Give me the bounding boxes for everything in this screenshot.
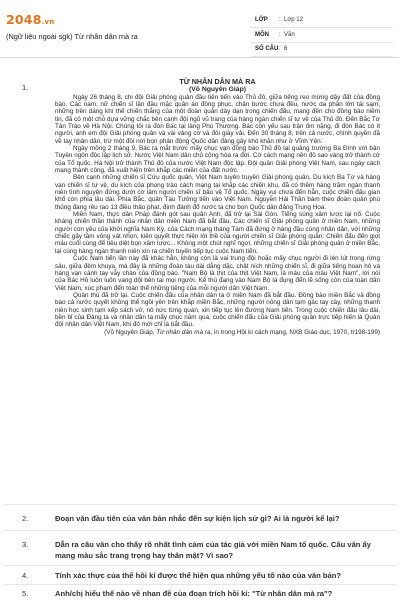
divider [4,565,396,566]
passage-paragraph: Quân thù đã trở lại. Cuộc chiến đấu của nhân dân ta ở miền Nam đã bắt đầu. Đồng bào miền Bắc và đồng bào cả nước quyết không thể ngồi yên trên khắp miền Bắc, những người nông dân tạm gác tay cày, những thanh niên học sinh tạm xếp sách vở, nô nức từng quán, xin tiếp tục lên đường Nam tiến. Trong cuộc chiến đấu lâu dài, bền bỉ của Đảng ta và nhân dân ta mấy chục năm qua, cuộc chiến đấu của Giải phóng quân trực tiếp hiến là Quân đội nhân dân Việt Nam, khi đó mới chỉ là bắt đầu. [55,291,380,329]
reading-passage [55,78,380,336]
meta-value: Văn [284,32,295,38]
meta-key: MÔN [255,32,269,38]
meta-key: LỚP [255,17,268,23]
source-suffix: , in trong Hồi kí cách mạng, NXB Giáo dục, 1970, tr198-199) [210,328,380,336]
divider [4,504,396,505]
logo-suffix: .vn [41,18,55,26]
question-number: 4. [22,571,29,580]
site-logo[interactable] [6,12,54,27]
meta-key: SỐ CÂU [255,46,279,52]
question-text: Tính xác thực của thể hồi kí được thể hiện qua những yếu tố nào của văn bản? [55,571,342,580]
meta-colon: : [279,46,281,52]
meta-row-subject [251,29,393,43]
question-number: 5. [22,589,29,598]
source-book-title: Từ nhân dân mà ra [156,328,211,336]
passage-paragraph: Ngày 26 tháng 8, chi đội Giải phóng quân đầu tiên tiến vào Thủ đô, giữa tiếng reo mừng dậy đất của đồng bào. Các nam, nữ chiến sĩ lần đầu mặc quân áo đồng phục, chân bước chưa đều, nước da phần lớn tái sạm, những trên dáng khí thế chiến thắng của một đoàn quân dày dạn trong chiến đấu, mang đến cho đồng bào niềm tin, đã có một chỗ dựa vững chắc bên cạnh đội ngũ vũ trang của hàng ngàn chiến sĩ tự vệ của Thủ đô. Đến Bắc Từ Tân Trào về Hà Nội. Chúng tôi ra đón Bác tại làng Phú Thượng. Bác còn yếu sau trận ốm nặng, đi đón Bác có ít người, anh em đội Giải phóng quân và vài vảng cờ và đôi giày vải. Đến 30 tháng 8, trên cả nước, chính quyền đã về tay nhân dân, trừ một đồi nơi bọn phản động Quốc dân đảng gây khó khăn như ở Vĩnh Yên. [55,93,380,145]
logo-text: 2048 [6,12,42,27]
passage-author: (Võ Nguyên Giáp) [188,86,247,93]
question-text: Đoạn văn đầu tiên của văn bản nhắc đến sự kiện lịch sử gì? Ai là người kể lại? [55,514,340,523]
question-number: 1. [22,83,29,92]
passage-paragraph: Ngày mồng 2 tháng 9, Bác ra mắt trước mấy chục vạn đồng bào Thủ đô tại quảng trường Ba Đình với bản Tuyên ngôn độc lập lịch sử. Nước Việt Nam dân chủ cộng hòa ra đời. Cờ cách mạng nền đỏ sao vàng trở thành cờ của Tổ quốc. Hà Nội trở thành Thủ đô của nước Việt Nam độc lập. Đội quân Giải phóng Việt Nam, sau ngày cách mạng thành công, đã xuất hiện trên khắp các miền của đất nước. [55,145,380,175]
passage-paragraph: Cuộc Nam tiến lần này đã khác hẳn, không còn là vai trung đội hoặc mấy chục người đi lén lút trong rừng sâu, giữa đêm khuya, mà đây là những đoàn tàu dài dằng dặc, chật ních những chiến sĩ, đi giữa tiếng hoan hô và hàng vạn cánh tay vẫy chào của đồng bào. "Nam Bộ là thịt của thịt Việt Nam, là máu của máu Việt Nam", lời nói của Bác Hồ luôn luôn vang dội bên tai mọi người. Kể thù đang vào Nam Bộ là đụng đến lẽ sống còn của toàn dân Việt Nam, xúc phạm đến toàn thể những tiêng của mỗi người dân Việt Nam. [55,255,380,292]
question-text: Dẫn ra câu văn cho thấy rõ nhất tình cảm của tác giả với miền Nam tổ quốc. Câu văn ấy mang màu sắc trang trọng hay thân mật? Vì sao? [55,540,371,560]
meta-row-question-count [251,43,393,57]
divider [4,530,396,531]
question-number: 2. [22,514,29,523]
passage-paragraph: Miền Nam, thực dân Pháp đánh gót sau quân Anh, đã trở lại Sài Gòn. Tiếng súng xâm lược lại nổ. Cuộc kháng chiến thần thánh của nhân dân miền Nam đã bắt đầu. Các chiến sĩ Giải phóng quân ở miền Nam, những người con yêu của khởi nghĩa Nam Kỳ, của Cách mạng tháng Tám đã đứng ở hàng đầu cùng nhân dân, với những chiếc gậy tầm vông vát nhọn, kiên quyết thực hiện lời thề của người chiến sĩ Giải phóng quân: Chiến đấu đến giọt máu cuối cùng để tiêu diệt bọn xâm lược... Không một chút nghĩ ngợi, những chiến sĩ Giải phóng quân ở miền Bắc, lại cùng hàng ngàn thanh niên xin ra chiến tuyến tiếp tục cuộc Nam tiến. [55,211,380,255]
passage-paragraph: Bên cạnh những chiến sĩ Cứu quốc quân, Việt Nam tuyên truyền Giải phóng quân, Du kích Ba Tơ và hàng vạn chiến sĩ tự vệ, du kích của phong trào cách mạng tại khắp các chiến khu, đã có thêm hàng trăm ngàn thanh niên tình nguyện đứng dưới cờ làm người chiến sĩ bảo vệ Tổ quốc. Ngày vui chưa đến hẳn, cuộc chiến đấu gian khổ còn phía lâu dài. Phía Bắc, quân Tàu Tưởng tiến vào Việt Nam. Nguyễn Hải Thần bám theo đoàn quân phù thủng đang rêu rao 13 điều thảo phạt, định đánh đổ nước ta cho bọn Quốc dân đảng Trung Hoa. [55,174,380,211]
question-number: 3. [22,540,29,549]
meta-colon: : [279,32,281,38]
passage-title: TỪ NHÂN DÂN MÀ RA [179,77,256,86]
document-subtitle: (Ngữ liệu ngoài sgk) Từ nhân dân mà ra [6,32,138,41]
passage-source [55,329,380,336]
meta-value: 6 [284,46,288,52]
page-header [0,0,400,58]
divider [4,584,396,585]
meta-row-class [251,14,393,28]
question-text: Anh/chị hiểu thế nào về nhan đề của đoạn trích hồi kí: "Từ nhân dân mà ra"? [55,589,333,598]
meta-colon: : [279,17,281,23]
meta-value: Lớp 12 [284,17,303,23]
source-prefix: (Võ Nguyên Giáp, [104,328,157,336]
